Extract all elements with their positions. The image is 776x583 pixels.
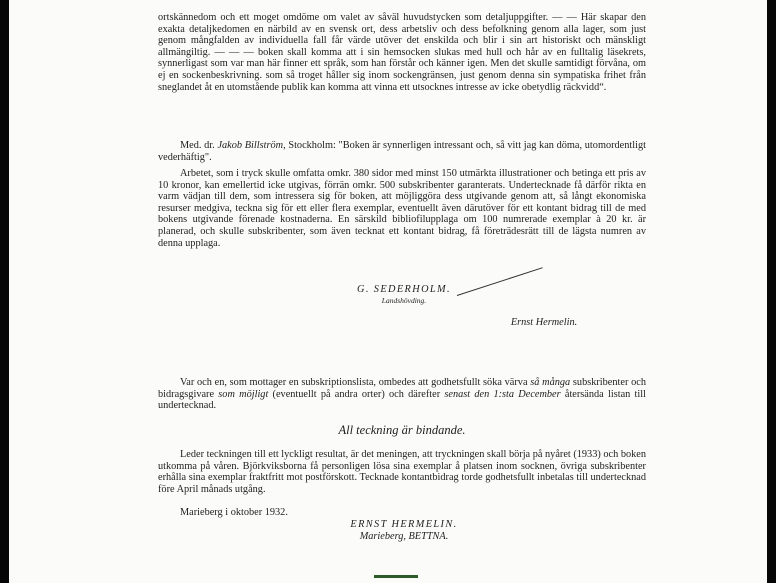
arbetet-paragraph: Arbetet, som i tryck skulle omfatta omkr. 380 sidor med minst 150 utmärkta illustrationer och betinga ett pris av 10 kronor, kan emellertid icke utgivas, förrän omkr. 500 subskribenter garanterats. Undertecknade få därför rikta en varm vädjan till dem, som intressera sig för boken, att möjliggöra dess utgivande genom att, så långt ekonomiska resurser medgiva, teckna sig för ett eller flera exemplar, eventuellt även därutöver för ett kontant bidrag till de med bokens utgivande förenade kostnaderna. En särskild bibliofilupplaga om 100 numrerade exemplar à 20 kr. är planerad, och skulle subskribenter, som även tecknat ett kontant bidrag, få företrädesrätt till de lägsta numren av denna upplaga. bbox=[158, 168, 646, 249]
document-page bbox=[9, 0, 767, 583]
binding-heading: All teckning är bindande. bbox=[338, 423, 466, 437]
appeal-text-1: Var och en, som mottager en subskriptionslista, ombedes att godhetsfullt söka värva bbox=[180, 377, 531, 388]
appeal-paragraph bbox=[158, 377, 646, 412]
appeal-text-4: återsända listan till undertecknad. bbox=[158, 388, 646, 412]
place-date: Marieberg i oktober 1932. bbox=[180, 507, 288, 518]
scan-border-right bbox=[767, 0, 776, 583]
appeal-emphasis-3: senast den 1:sta December bbox=[444, 388, 561, 400]
signature-hermelin bbox=[479, 317, 609, 329]
final-signature bbox=[314, 519, 494, 543]
signature-hermelin-name: Ernst Hermelin. bbox=[510, 317, 578, 328]
billstrom-text: , Stockholm: "Boken är synnerligen intressant och, så vitt jag kan döma, utomordentligt vederhäftig". bbox=[158, 140, 646, 163]
appeal-text-2: subskribenter och bidragsgivare bbox=[158, 377, 646, 400]
billstrom-name: Jakob Billström bbox=[217, 140, 284, 151]
quote-paragraph: ortskännedom och ett moget omdöme om valet av såväl huvudstycken som detaljuppgifter. — — Här skapar den exakta detaljkedomen en närbild av en svensk ort, dess arbetsliv och dess befolkning genom alla lager, som just genom mångfalden av individuella fall får värde utöver det enskilda och blir i sin art historiskt och mänskligt allmängiltig. — — — boken skall komma att i sin hemsocken slukas med hull och hår av en fulltalig läsekrets, synnerligast som var man här finner ett språk, som han förstår och känner igen. Men det skulle samtidigt förvåna, om ej en sockenbeskrivning. som så troget håller sig inom sockengränsen, just genom denna sin sympatiska frihet från sneglandet åt en utomstående publik kan komma att vinna ett utsocknes intresse av icke obetydlig räckvidd“. bbox=[158, 12, 646, 93]
scan-mark bbox=[374, 575, 418, 578]
signature-sederholm bbox=[304, 284, 504, 305]
appeal-emphasis-1: så många bbox=[530, 377, 571, 388]
appeal-emphasis-2: som möjligt bbox=[218, 388, 269, 400]
appeal-text-3: (eventuellt på andra orter) och därefter bbox=[268, 388, 445, 400]
signature-sederholm-title: Landshövding. bbox=[381, 296, 427, 305]
billstrom-prefix: Med. dr. bbox=[180, 140, 218, 151]
scan-border-left bbox=[0, 0, 9, 583]
leder-paragraph: Leder teckningen till ett lyckligt resultat, är det meningen, att tryckningen skall börja på nyåret (1933) och boken utkomma på våren. Björkviksborna få personligen lösa sina exemplar å platsen inom socknen, övriga subskribenter erhålla sina exemplar fraktfritt mot postförskott. Tecknade kontantbidrag torde godhetsfullt inbetalas till undertecknad före April månads utgång. bbox=[158, 449, 646, 495]
final-signature-address: Marieberg, BETTNA. bbox=[359, 531, 449, 542]
billstrom-quote bbox=[158, 140, 646, 163]
final-signature-name: ERNST HERMELIN. bbox=[350, 519, 458, 530]
signature-sederholm-name: G. SEDERHOLM. bbox=[357, 284, 451, 295]
